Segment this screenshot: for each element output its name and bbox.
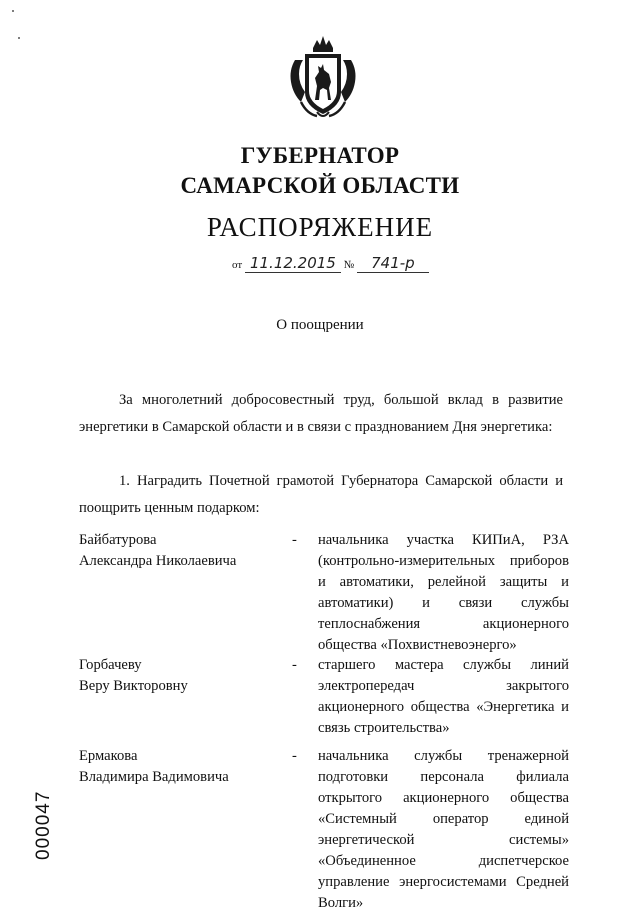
awardee-surname: Байбатурова xyxy=(79,532,157,548)
org-title-line2: САМАРСКОЙ ОБЛАСТИ xyxy=(180,173,460,198)
awardee-given-names: Веру Викторовну xyxy=(79,678,188,694)
date-label: от xyxy=(232,259,243,271)
awardee-given-names: Владимира Вадимовича xyxy=(79,769,229,785)
awardee-given-names: Александра Николаевича xyxy=(79,553,237,569)
samara-coat-of-arms-icon xyxy=(287,30,359,126)
awardee-dash: - xyxy=(292,532,297,548)
awardee-surname: Ермакова xyxy=(79,748,138,764)
awardee-surname: Горбачеву xyxy=(79,657,142,673)
order-item-1: 1. Наградить Почетной грамотой Губернатора Самарской области и поощрить ценным подарком: xyxy=(79,473,563,516)
date-number-line xyxy=(232,254,429,273)
awardee-description: старшего мастера службы линий электропередач закрытого акционерного общества «Энергетика и связь строительства» xyxy=(318,657,569,736)
intro-paragraph: За многолетний добросовестный труд, большой вклад в развитие энергетики в Самарской области и в связи с празднованием Дня энергетика: xyxy=(79,392,563,435)
scan-speck xyxy=(12,10,14,12)
awardee-description: начальника службы тренажерной подготовки персонала филиала открытого акционерного общества «Системный оператор единой энергетической системы» «Объединенное диспетчерское управление энергосистемами Средней Волги» xyxy=(318,748,569,911)
awardee-name xyxy=(79,746,279,788)
awardee-dash: - xyxy=(292,657,297,673)
handwritten-number: 741-р xyxy=(357,254,429,273)
document-subject: О поощрении xyxy=(276,317,364,333)
org-title-line1: ГУБЕРНАТОР xyxy=(240,143,400,168)
serial-number: 000047 xyxy=(33,790,54,860)
number-label: № xyxy=(343,259,355,271)
handwritten-date: 11.12.2015 xyxy=(245,254,341,273)
awardee-name xyxy=(79,655,279,697)
awardee-name xyxy=(79,530,279,572)
awardee-description: начальника участка КИПиА, РЗА (контрольно-измерительных приборов и автоматики, релейной защиты и автоматики) и связи службы теплоснабжения акционерного общества «Похвистневоэнерго» xyxy=(318,532,569,653)
scan-speck xyxy=(18,37,20,39)
awardee-dash: - xyxy=(292,748,297,764)
document-type: РАСПОРЯЖЕНИЕ xyxy=(206,212,434,242)
